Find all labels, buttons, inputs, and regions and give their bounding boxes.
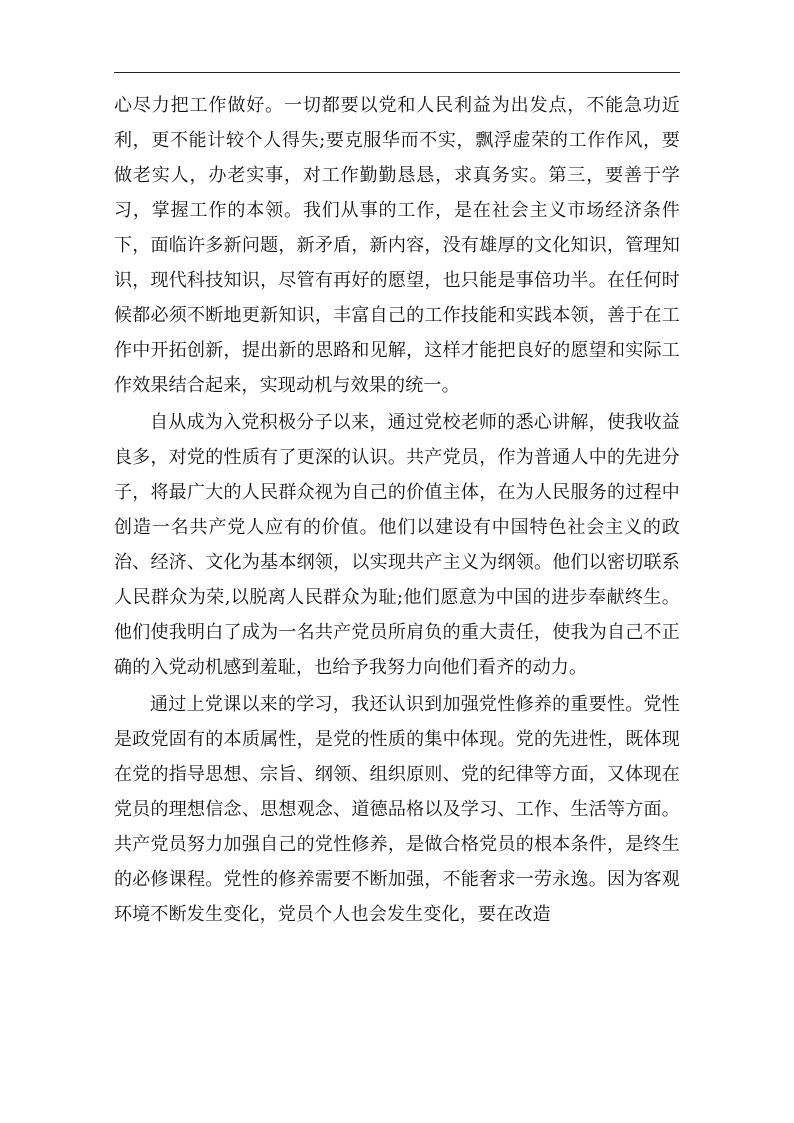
paragraph-2: 自从成为入党积极分子以来，通过党校老师的悉心讲解，使我收益良多，对党的性质有了更深的认识。共产党员，作为普通人中的先进分子，将最广大的人民群众视为自己的价值主体，在为人民服务的过程中创造一名共产党人应有的价值。他们以建设有中国特色社会主义的政治、经济、文化为基本纲领，以实现共产主义为纲领。他们以密切联系人民群众为荣,以脱离人民群众为耻;他们愿意为中国的进步奉献终生。他们使我明白了成为一名共产党员所肩负的重大责任，使我为自己不正确的入党动机感到羞耻，也给予我努力向他们看齐的动力。 xyxy=(114,412,680,678)
document-body xyxy=(114,88,680,932)
paragraph-1: 心尽力把工作做好。一切都要以党和人民利益为出发点，不能急功近利，更不能计较个人得失;要克服华而不实，飘浮虚荣的工作作风，要做老实人，办老实事，对工作勤勤恳恳，求真务实。第三，要善于学习，掌握工作的本领。我们从事的工作，是在社会主义市场经济条件下，面临许多新问题，新矛盾，新内容，没有雄厚的文化知识，管理知识，现代科技知识，尽管有再好的愿望，也只能是事倍功半。在任何时候都必须不断地更新知识，丰富自己的工作技能和实践本领，善于在工作中开拓创新，提出新的思路和见解，这样才能把良好的愿望和实际工作效果结合起来，实现动机与效果的统一。 xyxy=(114,95,680,396)
header-rule xyxy=(114,72,680,73)
paragraph-3: 通过上党课以来的学习，我还认识到加强党性修养的重要性。党性是政党固有的本质属性，是党的性质的集中体现。党的先进性，既体现在党的指导思想、宗旨、纲领、组织原则、党的纪律等方面，又体现在党员的理想信念、思想观念、道德品格以及学习、工作、生活等方面。共产党员努力加强自己的党性修养，是做合格党员的根本条件，是终生的必修课程。党性的修养需要不断加强，不能奢求一劳永逸。因为客观环境不断发生变化，党员个人也会发生变化，要在改造 xyxy=(114,694,680,925)
